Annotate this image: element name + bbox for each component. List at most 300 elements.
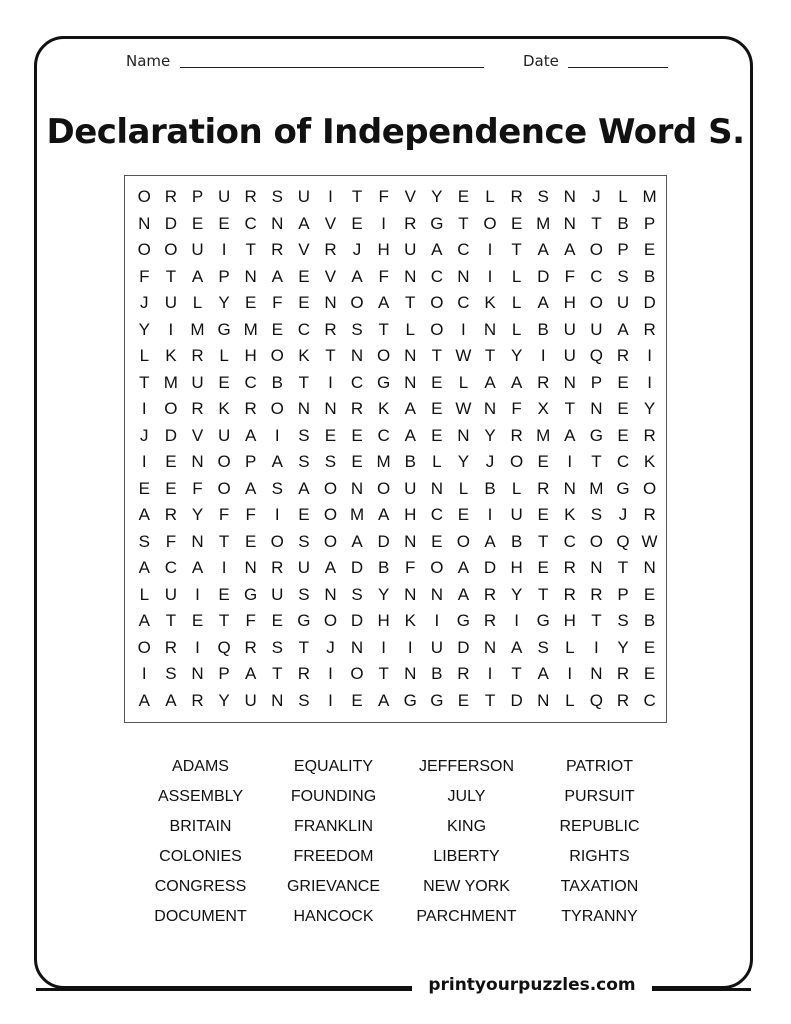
grid-letter: R xyxy=(297,664,310,684)
grid-letter: I xyxy=(381,213,386,233)
grid-letter: T xyxy=(245,240,256,260)
grid-letter: R xyxy=(510,187,523,207)
grid-letter: E xyxy=(218,213,230,233)
grid-letter: A xyxy=(271,452,283,472)
word-list-item: NEW YORK xyxy=(423,878,510,895)
grid-letter: N xyxy=(297,399,310,419)
grid-letter: L xyxy=(565,637,575,657)
grid-letter: I xyxy=(647,346,652,366)
word-list-item: ASSEMBLY xyxy=(157,788,244,805)
grid-letter: N xyxy=(324,584,337,604)
grid-letter: M xyxy=(163,372,178,392)
grid-letter: O xyxy=(509,452,524,472)
grid-letter: C xyxy=(563,531,576,551)
grid-letter: E xyxy=(537,505,549,525)
grid-letter: V xyxy=(324,266,337,286)
grid-letter: Q xyxy=(616,531,630,551)
grid-letter: P xyxy=(617,584,629,604)
grid-letter: O xyxy=(217,452,231,472)
grid-letter: N xyxy=(404,346,417,366)
grid-letter: R xyxy=(483,611,497,631)
grid-letter: N xyxy=(457,266,470,286)
grid-letter: A xyxy=(537,240,549,260)
grid-letter: I xyxy=(195,584,200,604)
grid-letter: A xyxy=(510,372,523,392)
grid-letter: A xyxy=(245,664,257,684)
grid-letter: Y xyxy=(643,399,656,419)
grid-letter: L xyxy=(485,187,495,207)
grid-letter: J xyxy=(140,425,149,445)
grid-letter: I xyxy=(434,611,440,631)
grid-letter: U xyxy=(590,319,603,339)
grid-letter: O xyxy=(323,611,338,631)
grid-letter: N xyxy=(590,399,603,419)
grid-letter: A xyxy=(298,213,310,233)
grid-letter: I xyxy=(567,664,573,684)
grid-letter: S xyxy=(138,531,150,551)
grid-letter: I xyxy=(594,637,599,657)
grid-letter: O xyxy=(589,240,603,260)
grid-letter: C xyxy=(643,690,656,710)
grid-letter: U xyxy=(191,372,204,392)
grid-letter: T xyxy=(218,611,230,631)
grid-letter: K xyxy=(218,399,230,419)
grid-letter: K xyxy=(564,505,576,525)
grid-letter: A xyxy=(404,399,416,419)
grid-letter: R xyxy=(164,505,178,525)
grid-letter: D xyxy=(510,690,523,710)
grid-letter: U xyxy=(430,637,443,657)
grid-letter: R xyxy=(483,584,497,604)
footer-line-left xyxy=(36,988,420,991)
grid-letter: V xyxy=(324,213,337,233)
name-line xyxy=(180,67,484,68)
grid-letter: A xyxy=(271,266,283,286)
grid-letter: I xyxy=(141,399,147,419)
grid-letter: U xyxy=(297,187,310,207)
grid-letter: E xyxy=(617,425,629,445)
grid-letter: S xyxy=(537,637,549,657)
grid-letter: K xyxy=(643,452,656,472)
date-line xyxy=(568,67,668,68)
grid-letter: N xyxy=(244,558,257,578)
grid-letter: A xyxy=(138,558,150,578)
grid-letter: O xyxy=(589,531,603,551)
grid-letter: S xyxy=(165,664,177,684)
grid-letter: B xyxy=(643,266,656,286)
grid-letter: F xyxy=(245,505,256,525)
grid-letter: A xyxy=(377,505,390,525)
grid-letter: E xyxy=(351,452,363,472)
grid-letter: T xyxy=(351,187,363,207)
grid-letter: A xyxy=(351,531,363,551)
grid-letter: N xyxy=(350,478,364,498)
grid-letter: E xyxy=(191,611,204,631)
grid-letter: C xyxy=(244,213,257,233)
grid-letter: I xyxy=(274,505,280,525)
grid-letter: P xyxy=(218,266,230,286)
grid-letter: S xyxy=(537,187,549,207)
grid-letter: U xyxy=(217,187,231,207)
grid-letter: U xyxy=(217,425,231,445)
grid-letter: I xyxy=(487,240,493,260)
grid-letter: O xyxy=(430,293,444,313)
grid-letter: W xyxy=(641,531,658,551)
grid-letter: R xyxy=(191,690,204,710)
grid-letter: E xyxy=(617,372,629,392)
grid-letter: A xyxy=(377,690,390,710)
grid-letter: R xyxy=(643,425,656,445)
grid-letter: I xyxy=(487,505,493,525)
grid-letter: L xyxy=(511,293,522,313)
grid-letter: I xyxy=(328,372,333,392)
grid-letter: B xyxy=(377,558,390,578)
grid-letter: T xyxy=(325,346,336,366)
grid-letter: C xyxy=(377,425,390,445)
grid-letter: R xyxy=(563,558,576,578)
word-list-item: FOUNDING xyxy=(290,788,377,805)
grid-letter: N xyxy=(643,558,656,578)
grid-letter: S xyxy=(271,637,283,657)
grid-letter: K xyxy=(298,346,310,366)
grid-letter: L xyxy=(405,319,415,339)
grid-letter: K xyxy=(404,611,416,631)
grid-letter: E xyxy=(537,452,549,472)
grid-letter: O xyxy=(270,346,284,366)
grid-letter: E xyxy=(271,611,283,631)
grid-letter: H xyxy=(563,611,576,631)
grid-letter: E xyxy=(351,213,363,233)
grid-letter: E xyxy=(457,690,470,710)
grid-letter: C xyxy=(164,558,178,578)
grid-letter: T xyxy=(139,372,150,392)
grid-letter: T xyxy=(431,346,443,366)
grid-letter: A xyxy=(298,478,310,498)
word-list-item: TYRANNY xyxy=(561,908,638,925)
grid-letter: Y xyxy=(218,293,230,313)
grid-letter: D xyxy=(377,531,390,551)
grid-letter: O xyxy=(430,558,444,578)
grid-letter: N xyxy=(271,690,284,710)
grid-letter: N xyxy=(271,213,284,233)
grid-letter: A xyxy=(617,319,629,339)
grid-letter: M xyxy=(243,319,258,339)
grid-letter: Y xyxy=(218,690,230,710)
grid-letter: U xyxy=(616,293,630,313)
word-list-item: FREEDOM xyxy=(293,848,374,865)
grid-letter: N xyxy=(457,425,470,445)
grid-letter: A xyxy=(324,558,337,578)
grid-letter: L xyxy=(139,584,150,604)
grid-letter: P xyxy=(617,240,629,260)
grid-letter: A xyxy=(510,637,523,657)
grid-letter: I xyxy=(540,346,546,366)
word-list-item: DOCUMENT xyxy=(154,908,247,925)
grid-letter: F xyxy=(139,266,150,286)
grid-letter: A xyxy=(377,293,390,313)
grid-letter: A xyxy=(191,266,204,286)
grid-letter: J xyxy=(352,240,362,260)
grid-letter: H xyxy=(377,611,390,631)
grid-letter: O xyxy=(164,399,178,419)
grid-letter: R xyxy=(404,213,417,233)
grid-letter: T xyxy=(538,531,549,551)
grid-letter: U xyxy=(510,505,523,525)
grid-letter: V xyxy=(404,187,416,207)
grid-letter: A xyxy=(537,293,549,313)
grid-letter: S xyxy=(271,187,283,207)
word-list-item: LIBERTY xyxy=(433,848,500,865)
grid-letter: O xyxy=(323,531,338,551)
word-list xyxy=(134,755,666,935)
grid-letter: D xyxy=(350,558,364,578)
grid-letter: Q xyxy=(589,690,603,710)
grid-letter: U xyxy=(164,293,178,313)
grid-letter: N xyxy=(324,399,337,419)
grid-letter: O xyxy=(350,293,364,313)
grid-letter: F xyxy=(192,478,203,498)
grid-letter: I xyxy=(221,240,227,260)
word-list-item: PARCHMENT xyxy=(416,908,517,925)
grid-letter: B xyxy=(431,664,443,684)
grid-letter: C xyxy=(430,266,443,286)
grid-letter: R xyxy=(191,399,204,419)
grid-letter: S xyxy=(617,611,629,631)
grid-letter: C xyxy=(616,452,630,472)
grid-letter: I xyxy=(274,425,280,445)
grid-letter: R xyxy=(350,399,364,419)
grid-letter: M xyxy=(536,425,551,445)
grid-letter: R xyxy=(616,346,630,366)
grid-letter: Y xyxy=(484,425,496,445)
grid-letter: O xyxy=(164,240,178,260)
grid-letter: O xyxy=(323,505,338,525)
grid-letter: R xyxy=(537,478,550,498)
grid-letter: R xyxy=(191,346,204,366)
grid-letter: A xyxy=(351,266,363,286)
grid-letter: E xyxy=(298,266,310,286)
grid-letter: T xyxy=(298,637,310,657)
grid-letter: T xyxy=(405,293,416,313)
grid-letter: U xyxy=(164,584,178,604)
grid-letter: T xyxy=(378,664,389,684)
grid-letter: I xyxy=(328,187,333,207)
grid-letter: I xyxy=(221,558,227,578)
grid-letter: Y xyxy=(431,187,443,207)
grid-letter: L xyxy=(511,478,522,498)
grid-letter: O xyxy=(430,319,444,339)
grid-letter: T xyxy=(484,346,496,366)
grid-letter: U xyxy=(404,478,417,498)
grid-letter: E xyxy=(431,425,443,445)
grid-letter: A xyxy=(245,478,257,498)
grid-letter: A xyxy=(564,240,576,260)
grid-letter: N xyxy=(483,399,497,419)
grid-letter: H xyxy=(563,293,576,313)
grid-letter: T xyxy=(458,213,469,233)
grid-letter: E xyxy=(643,584,656,604)
grid-letter: E xyxy=(218,584,230,604)
grid-letter: H xyxy=(404,505,417,525)
grid-letter: N xyxy=(430,478,443,498)
grid-letter: H xyxy=(510,558,523,578)
grid-letter: I xyxy=(195,637,200,657)
grid-letter: I xyxy=(328,690,333,710)
grid-letter: O xyxy=(589,293,603,313)
grid-letter: F xyxy=(245,611,256,631)
grid-letter: W xyxy=(455,399,472,419)
grid-letter: L xyxy=(219,346,229,366)
grid-letter: A xyxy=(404,425,416,445)
grid-letter: N xyxy=(324,293,337,313)
grid-letter: N xyxy=(404,664,417,684)
grid-letter: U xyxy=(244,690,257,710)
grid-letter: T xyxy=(165,266,177,286)
grid-letter: B xyxy=(271,372,283,392)
grid-letter: S xyxy=(351,319,363,339)
grid-letter: S xyxy=(271,478,283,498)
grid-letter: N xyxy=(404,266,417,286)
grid-letter: D xyxy=(164,425,178,445)
grid-letter: C xyxy=(350,372,364,392)
word-list-item: HANCOCK xyxy=(293,908,374,925)
grid-letter: E xyxy=(165,452,177,472)
grid-letter: U xyxy=(404,240,417,260)
footer-line-right xyxy=(650,988,751,991)
grid-letter: N xyxy=(191,531,204,551)
grid-letter: A xyxy=(457,584,470,604)
grid-letter: G xyxy=(244,584,258,604)
grid-letter: R xyxy=(244,399,257,419)
word-list-item: TAXATION xyxy=(560,878,639,895)
grid-letter: O xyxy=(377,478,391,498)
grid-letter: O xyxy=(350,664,364,684)
grid-letter: S xyxy=(324,452,337,472)
grid-letter: I xyxy=(647,372,652,392)
grid-letter: F xyxy=(405,558,416,578)
grid-letter: P xyxy=(245,452,257,472)
grid-letter: E xyxy=(298,293,310,313)
grid-letter: Y xyxy=(377,584,390,604)
footer-site: printyourpuzzles.com xyxy=(412,975,652,995)
grid-letter: L xyxy=(458,478,469,498)
grid-letter: E xyxy=(643,240,656,260)
grid-letter: R xyxy=(616,664,630,684)
grid-letter: U xyxy=(271,584,284,604)
grid-letter: G xyxy=(616,478,630,498)
grid-letter: N xyxy=(404,372,417,392)
grid-letter: H xyxy=(377,240,390,260)
grid-letter: E xyxy=(431,399,443,419)
grid-letter: N xyxy=(483,637,497,657)
grid-letter: F xyxy=(378,266,389,286)
grid-letter: B xyxy=(404,452,416,472)
grid-letter: N xyxy=(191,452,204,472)
grid-letter: T xyxy=(591,452,602,472)
grid-letter: O xyxy=(456,531,471,551)
grid-letter: A xyxy=(484,531,496,551)
grid-letter: W xyxy=(455,346,472,366)
grid-letter: L xyxy=(458,372,469,392)
grid-letter: E xyxy=(324,425,337,445)
grid-letter: D xyxy=(537,266,550,286)
grid-letter: A xyxy=(245,425,257,445)
grid-letter: R xyxy=(324,240,337,260)
grid-letter: E xyxy=(245,531,257,551)
grid-letter: R xyxy=(244,637,257,657)
grid-letter: E xyxy=(351,690,363,710)
grid-letter: C xyxy=(457,293,470,313)
grid-letter: S xyxy=(590,505,603,525)
grid-letter: T xyxy=(538,584,549,604)
grid-letter: E xyxy=(431,531,443,551)
grid-letter: P xyxy=(191,187,204,207)
grid-letter: T xyxy=(378,319,389,339)
grid-letter: V xyxy=(298,240,310,260)
grid-letter: R xyxy=(244,187,257,207)
grid-letter: C xyxy=(297,319,310,339)
grid-letter: I xyxy=(168,319,174,339)
grid-letter: U xyxy=(563,346,576,366)
grid-letter: L xyxy=(432,452,442,472)
grid-letter: G xyxy=(589,425,603,445)
word-list-item: EQUALITY xyxy=(293,758,374,775)
grid-letter: E xyxy=(271,319,283,339)
grid-letter: A xyxy=(431,240,443,260)
grid-letter: E xyxy=(245,293,257,313)
grid-letter: O xyxy=(137,637,151,657)
grid-letter: I xyxy=(141,664,147,684)
grid-letter: O xyxy=(483,213,497,233)
grid-letter: S xyxy=(298,531,310,551)
grid-letter: L xyxy=(565,690,575,710)
grid-letter: N xyxy=(404,584,417,604)
grid-letter: E xyxy=(431,372,443,392)
grid-letter: A xyxy=(138,505,150,525)
grid-letter: Q xyxy=(217,637,231,657)
word-list-item: COLONIES xyxy=(159,848,242,865)
grid-letter: P xyxy=(643,213,656,233)
grid-letter: O xyxy=(137,240,151,260)
grid-letter: R xyxy=(643,505,656,525)
grid-letter: E xyxy=(617,399,629,419)
word-list-item: JULY xyxy=(447,788,486,805)
grid-letter: O xyxy=(270,531,284,551)
grid-letter: O xyxy=(217,478,231,498)
grid-letter: A xyxy=(138,690,150,710)
grid-letter: R xyxy=(271,558,284,578)
word-list-item: PURSUIT xyxy=(564,788,635,805)
grid-letter: I xyxy=(461,319,466,339)
grid-letter: T xyxy=(591,611,602,631)
grid-letter: G xyxy=(297,611,311,631)
grid-letter: G xyxy=(377,372,391,392)
grid-letter: F xyxy=(511,399,522,419)
grid-letter: N xyxy=(563,213,576,233)
grid-letter: R xyxy=(643,319,656,339)
grid-letter: I xyxy=(514,611,519,631)
grid-letter: R xyxy=(164,187,178,207)
grid-letter: L xyxy=(618,187,628,207)
grid-letter: A xyxy=(537,664,549,684)
grid-letter: E xyxy=(457,187,470,207)
grid-letter: B xyxy=(617,213,629,233)
grid-letter: I xyxy=(487,266,493,286)
grid-letter: N xyxy=(563,478,576,498)
grid-letter: E xyxy=(165,478,177,498)
grid-letter: C xyxy=(244,372,257,392)
grid-letter: F xyxy=(272,293,283,313)
